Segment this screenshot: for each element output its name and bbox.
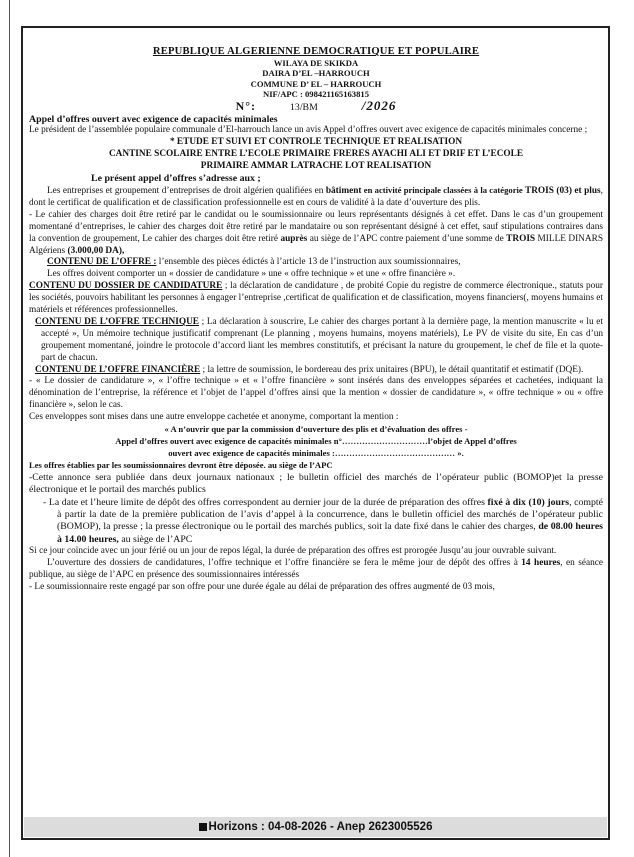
deadline-hours: de 08.00 heures à 14.00 heures, (57, 521, 603, 545)
republic-title: REPUBLIQUE ALGERIENNE DEMOCRATIQUE ET POPULAIRE (152, 46, 480, 57)
contenu-offre-text: l’ensemble des pièces édictés à l’article 13 de l’instruction aux soumissionnaires, (156, 257, 461, 268)
withdrawal-amount: (3.000,00 DA), (67, 245, 125, 256)
daira-line: DAIRA D’EL –HARROUCH (262, 68, 370, 79)
number-year: /2026 (361, 97, 397, 113)
validity-text: - Le soumissionnaire reste engagé par son offre pour une durée égale au délai de préparation des offres augmenté de 03 mois, (29, 581, 495, 592)
deadline-part-1: - La date et l’heure limite de dépôt des offres correspondent au dernier jour de la durée de préparation des offres (43, 496, 488, 508)
envelopes-outer: Ces enveloppes sont mises dans une autre enveloppe cachetée et anonyme, comportant la mention : (29, 412, 399, 423)
reference-number (29, 97, 603, 114)
contenu-dossier-text: ; la déclaration de candidature , de probité Copie du registre de commerce électronique., statuts pour les sociétés, pouvoirs habilitant les personnes à engager l’entreprise ,certificat de qualification et de classification, moyens financiers(, moyens humains et matériels et références professionnelles. (29, 281, 604, 316)
object-line-2: CANTINE SCOLAIRE ENTRE L’ECOLE PRIMAIRE FRERES AYACHI ALI ET DRIF ET L’ECOLE (108, 149, 524, 160)
deadline-days: fixé à dix (10) jours (487, 496, 570, 508)
eligibility-category: TROIS (03) et plus (525, 185, 601, 196)
eligibility-part-1: Les entreprises et groupement d’entreprises de droit algérien qualifiées en (47, 185, 326, 196)
offre-technique (29, 317, 603, 365)
deadline-text (29, 497, 603, 547)
publication-footer (24, 817, 607, 837)
object-line-3: PRIMAIRE AMMAR LATRACHE LOT REALISATION (200, 161, 432, 172)
contenu-dossier-label: CONTENU DU DOSSIER DE CANDIDATURE (29, 281, 223, 292)
offre-financiere-label: CONTENU DE L’OFFRE FINANCIÈRE (35, 364, 201, 375)
withdrawal-trois: TROIS (506, 233, 536, 244)
opening-hour: 14 heures (521, 558, 561, 569)
nif-line: NIF/APC : 098421165163815 (263, 89, 369, 100)
number-label: N°: (235, 98, 257, 113)
offre-financiere-text: ; la lettre de soumission, le bordereau des prix unitaires (BPU), le détail quantitatif et estimatif (DQE). (200, 364, 584, 375)
opening-part-2: , en séance publique, au siège de l’APC en présence des soumissionnaires intéressés (29, 558, 603, 580)
eligibility-activity: bâtiment (325, 185, 362, 196)
envelope-mention-1: « A n’ouvrir que par la commission d’ouverture des plis et d’évaluation des offres - (164, 424, 468, 435)
addressed-heading: Le présent appel d’offres s’adresse aux ; (91, 173, 261, 185)
square-bullet-icon (199, 823, 207, 831)
withdrawal-text (29, 210, 603, 258)
eligibility-part-2: en activité principale classées à la catégorie (361, 184, 526, 195)
number-value: 13/BM (290, 101, 318, 113)
deposit-heading: Les offres établies par les soumissionnaires devront être déposée. au siège de l’APC (29, 459, 333, 470)
envelopes-text: - « Le dossier de candidature », « l’offre technique » et « l’offre financière » sont insérés dans des enveloppes séparées et cachetées, indiquant la dénomination de l’entreprise, la référence et l’objet de l’appel d’offres ainsi que la mention « dossier de candidature », « offre technique » ou « offre financière », selon le cas. (29, 376, 603, 411)
withdrawal-part-1: - Le cahier des charges doit être retiré par le candidat ou le soumissionnaire ou leurs représentants désignés à cet effet. Dans le cas d’un groupement momentané d’entreprises, le cahier des charges doit être retiré par le mandataire ou son représentant désigné à cet effet, sauf stipulations contraires dans la convention de groupement, Le cahier des charges doit être retiré (29, 209, 603, 244)
opening-part-1: L’ouverture des dossiers de candidatures, l’offre technique et l’offre financière se fera le même jour de dépôt des offres à (47, 558, 522, 569)
offre-financiere (29, 365, 603, 377)
intro-text: Le président de l’assemblée populaire communale d’El-harrouch lance un avis Appel d’offres ouvert avec exigence de capacités minimales concerne ; (29, 125, 588, 136)
offre-technique-label: CONTENU DE L’OFFRE TECHNIQUE (35, 316, 199, 327)
footer-text: Horizons : 04-08-2026 - Anep 2623005526 (208, 821, 433, 833)
tender-title: Appel d’offres ouvert avec exigence de capacités minimales (29, 113, 278, 125)
object-line-1: * ETUDE ET SUIVI ET CONTROLE TECHNIQUE ET REALISATION (169, 137, 463, 148)
withdrawal-part-2: au siège de l’APC contre paiement d’une somme de (307, 233, 507, 244)
withdrawal-aupres: auprès (280, 233, 308, 244)
commune-line: COMMUNE D’ EL – HARROUCH (250, 78, 382, 89)
contenu-offre-label: CONTENU DE L’OFFRE : (47, 257, 157, 268)
offre-technique-text: ; La déclaration à souscrire, Le cahier des charges portant à la dernière page, la mention manuscrite « lu et accepté », Un mémoire technique justificatif comprenant (Le planning , moyens humains, moyens matériels), Le PV de visite du site, En cas d’un groupement momentané, joindre le protocole d’accord liant les membres constitutifs, et précisant la nature du groupement, le chef de file et la quote-part de chacun. (41, 316, 603, 363)
contenu-offre (29, 257, 603, 269)
withdrawal-part-3: MILLE DINARS Algériens (29, 233, 603, 256)
holiday-text: Si ce jour coïncide avec un jour férié ou un jour de repos légal, la durée de préparation des offres est prorogée Jusqu’au jour ouvrable suivant. (29, 546, 557, 557)
eligibility-part-3: , dont le certificat de qualification et de classification professionnelle est en cours de validité à la date d’ouverture des plis. (29, 185, 603, 208)
notice-frame (21, 26, 610, 840)
opening-text (29, 558, 603, 582)
deadline-part-3: au siège de l’APC (118, 533, 193, 545)
contenu-dossier (29, 281, 603, 317)
envelope-mention-2: Appel d’offres ouvert avec exigence de capacités minimales n°…………………………l’objet de Appel d’offres (115, 436, 517, 446)
eligibility-text (29, 185, 603, 210)
envelope-mention-3: ouvert avec exigence de capacités minimales :…………………………………… ». (168, 447, 464, 458)
offres-composition: Les offres doivent comporter un « dossier de candidature » une « offre technique » et une « offre financière ». (47, 269, 456, 280)
wilaya-line: WILAYA DE SKIKDA (273, 57, 359, 68)
notice-content (29, 46, 603, 594)
publication-text: -Cette annonce sera publiée dans deux journaux nationaux ; le bulletin officiel des marchés de l’opérateur public (BOMOP)et la presse électronique et le portail des marchés publics (29, 471, 603, 496)
deadline-part-2: , compté à partir la date de la première publication de l’avis d’appel à la concurrence, dans le bulletin officiel des marchés de l’opérateur public (BOMOP), la presse ; la presse électronique ou le portail des marchés publics, soit la date fixé dans le cahier des charges, (57, 496, 603, 533)
page-edge-left (0, 0, 10, 857)
